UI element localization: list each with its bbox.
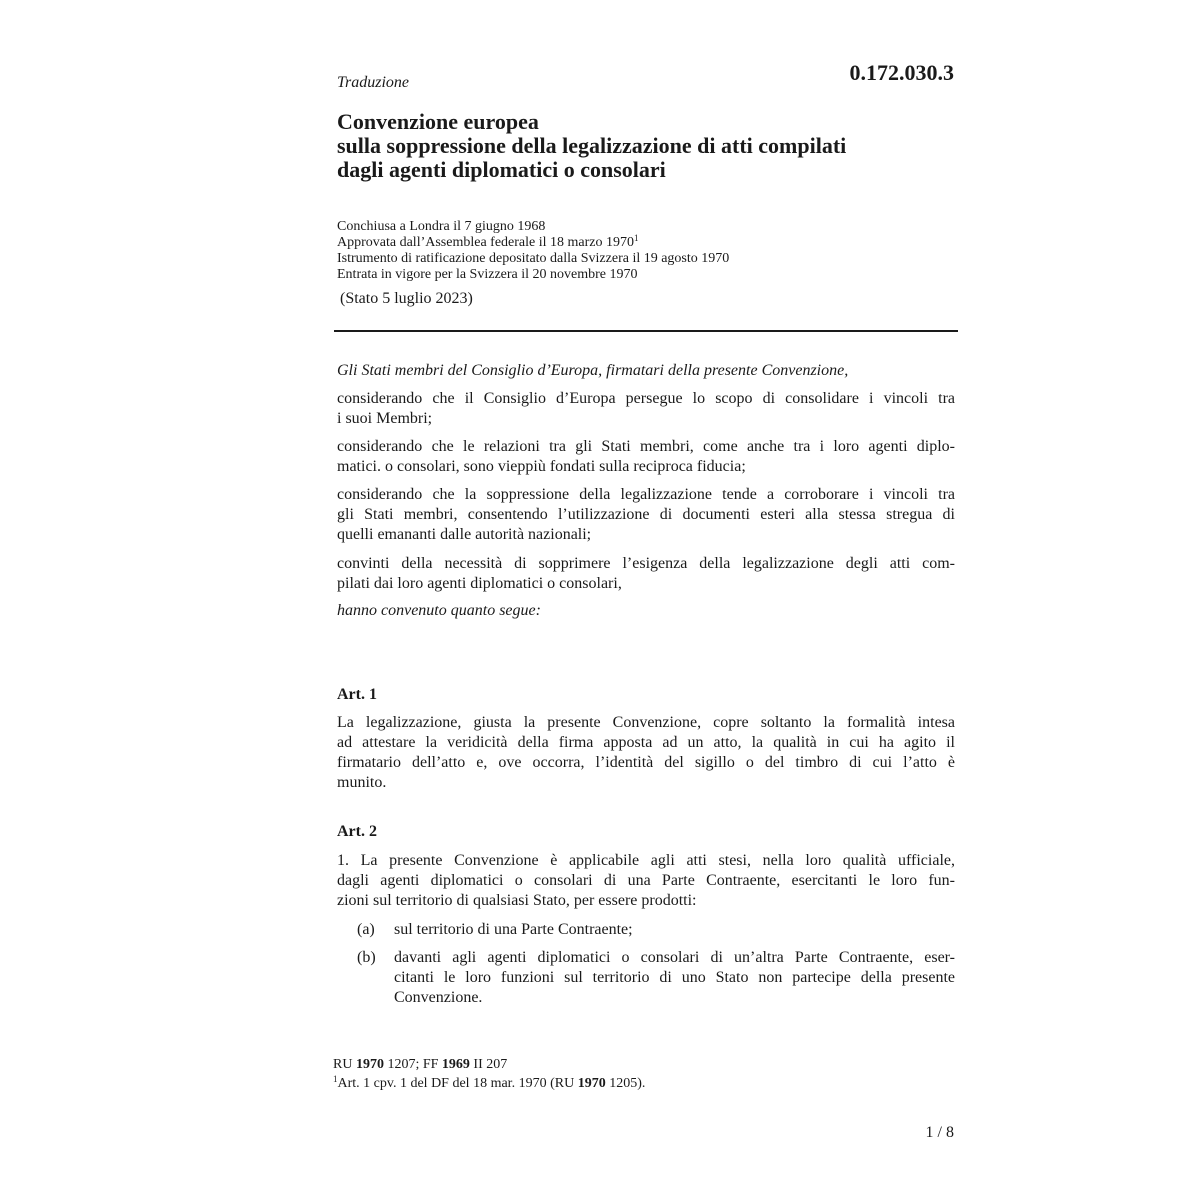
preamble-paragraph xyxy=(337,437,955,477)
text-line: sul territorio di una Parte Contraente; xyxy=(394,921,633,938)
preamble-paragraph xyxy=(337,389,955,429)
ru-year: 1970 xyxy=(355,1057,384,1072)
preamble-closing xyxy=(337,601,955,621)
text-line: 1. La presente Convenzione è applicabile agli atti stesi, nella loro qualità ufficiale, xyxy=(337,852,955,869)
footnote-1 xyxy=(333,1074,645,1093)
footnote-text-end: 1205). xyxy=(609,1076,646,1091)
list-marker: (b) xyxy=(357,949,376,966)
footnote-source xyxy=(333,1055,507,1074)
text-line: firmatario dell’atto e, ove occorra, l’identità del sigillo o del timbro di cui l’atto è xyxy=(337,754,955,771)
meta-concluded: Conchiusa a Londra il 7 giugno 1968 xyxy=(337,219,546,234)
page-number: 1 / 8 xyxy=(925,1124,954,1141)
title-line: dagli agenti diplomatici o consolari xyxy=(337,157,666,182)
title-line: sulla soppressione della legalizzazione di atti compilati xyxy=(337,133,847,158)
list-marker: (a) xyxy=(357,921,375,938)
footnote-ref[interactable]: 1 xyxy=(634,233,639,243)
preamble-paragraph xyxy=(337,485,955,545)
footnote-text: Art. 1 cpv. 1 del DF del 18 mar. 1970 (RU xyxy=(337,1076,575,1091)
ff-page: II 207 xyxy=(473,1057,508,1072)
preamble-paragraph xyxy=(337,554,955,594)
text-line: munito. xyxy=(337,774,387,791)
title-line: Convenzione europea xyxy=(337,109,539,134)
ru-page: 1207; FF xyxy=(387,1057,439,1072)
preamble-intro xyxy=(337,361,955,381)
text-line: pilati dai loro agenti diplomatici o consolari, xyxy=(337,575,622,592)
text-line: convinti della necessità di sopprimere l’esigenza della legalizzazione degli atti com- xyxy=(337,555,955,572)
sr-number: 0.172.030.3 xyxy=(849,60,954,85)
text-line: citanti le loro funzioni sul territorio di uno Stato non partecipe della presente xyxy=(394,969,955,986)
list-item-content xyxy=(394,948,955,1008)
text-line: quelli emananti dalle autorità nazionali; xyxy=(337,526,592,543)
text-line: i suoi Membri; xyxy=(337,410,433,427)
text-line: La legalizzazione, giusta la presente Convenzione, copre soltanto la formalità intesa xyxy=(337,714,955,731)
footnote-year: 1970 xyxy=(577,1076,606,1091)
document-metadata xyxy=(337,219,957,283)
header-divider xyxy=(334,330,958,332)
translation-label: Traduzione xyxy=(337,74,410,91)
text-line: considerando che le relazioni tra gli Stati membri, come anche tra i loro agenti diplo- xyxy=(337,438,955,455)
text-line: dagli agenti diplomatici o consolari di una Parte Contraente, esercitanti le loro fun- xyxy=(337,872,955,889)
text-line: considerando che la soppressione della legalizzazione tende a corroborare i vincoli tra xyxy=(337,486,955,503)
text-line: hanno convenuto quanto segue: xyxy=(337,602,541,619)
meta-approved xyxy=(337,235,957,251)
text-line: zioni sul territorio di qualsiasi Stato, per essere prodotti: xyxy=(337,892,697,909)
text-line: matici. o consolari, sono vieppiù fondati sulla reciproca fiducia; xyxy=(337,458,746,475)
article-2-heading: Art. 2 xyxy=(337,823,377,840)
ff-year: 1969 xyxy=(441,1057,470,1072)
text-line: ad attestare la veridicità della firma apposta ad un atto, la qualità in cui ha agito il xyxy=(337,734,955,751)
ru-label: RU xyxy=(333,1057,353,1072)
text-line: davanti agli agenti diplomatici o consolari di un’altra Parte Contraente, eser- xyxy=(394,949,955,966)
meta-approved-text: Approvata dall’Assemblea federale il 18 marzo 1970 xyxy=(337,235,635,250)
document-title xyxy=(337,110,957,182)
footnote-marker: 1 xyxy=(333,1074,338,1084)
text-line: gli Stati membri, consentendo l’utilizzazione di documenti esteri alla stessa stregua di xyxy=(337,506,955,523)
article-1-body xyxy=(337,713,955,793)
meta-entry-into-force: Entrata in vigore per la Svizzera il 20 novembre 1970 xyxy=(337,267,638,282)
article-2-body xyxy=(337,851,955,911)
meta-ratification: Istrumento di ratificazione depositato dalla Svizzera il 19 agosto 1970 xyxy=(337,251,730,266)
list-item-content xyxy=(394,920,955,940)
text-line: Convenzione. xyxy=(394,989,483,1006)
text-line: considerando che il Consiglio d’Europa persegue lo scopo di consolidare i vincoli tra xyxy=(337,390,955,407)
text-line: Gli Stati membri del Consiglio d’Europa, firmatari della presente Convenzione, xyxy=(337,362,849,379)
status-date: (Stato 5 luglio 2023) xyxy=(340,290,473,307)
article-1-heading: Art. 1 xyxy=(337,686,377,703)
